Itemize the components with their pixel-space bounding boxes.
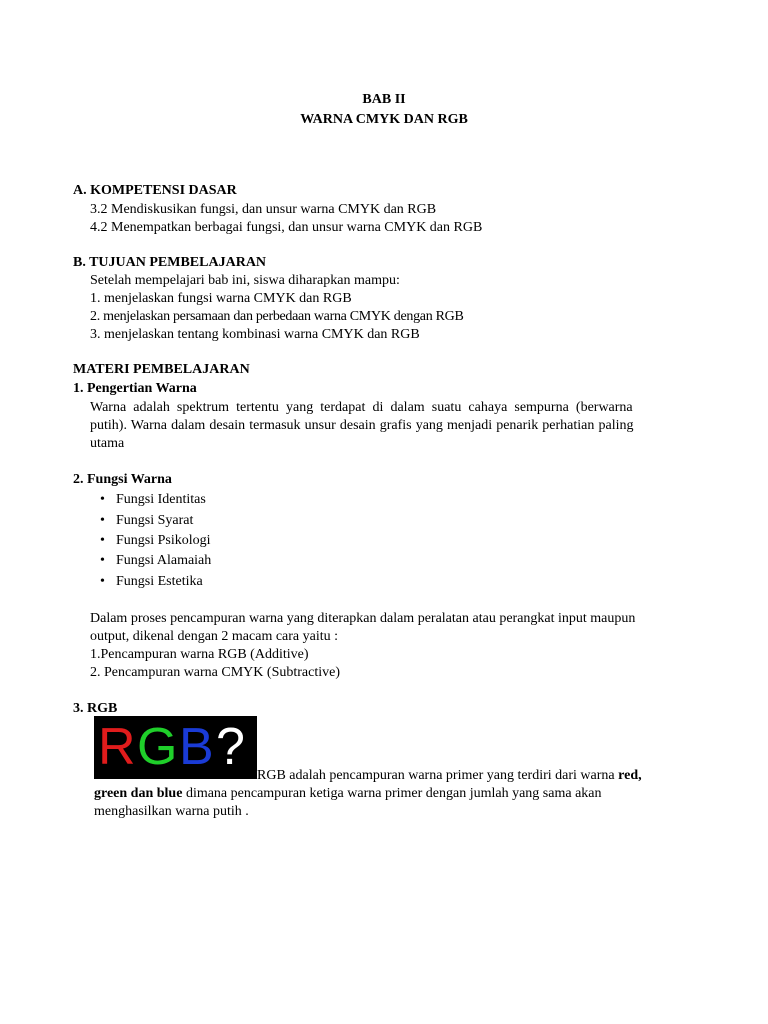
pengertian-line <box>90 399 678 417</box>
list-item <box>100 491 206 509</box>
tujuan-intro: Setelah mempelajari bab ini, siswa diharapkan mampu: <box>90 273 400 288</box>
pengertian-heading: 1. Pengertian Warna <box>73 381 197 396</box>
rgb-desc-line-3: menghasilkan warna putih . <box>94 804 249 819</box>
bullet-icon: • <box>100 492 105 507</box>
rgb-desc-bold: green dan blue <box>94 786 183 801</box>
chapter-title: WARNA CMYK DAN RGB <box>300 112 468 127</box>
section-b-heading: B. TUJUAN PEMBELAJARAN <box>73 255 267 270</box>
pengertian-text: putih). Warna dalam desain termasuk unsur desain grafis yang menjadi penarik perhatian paling <box>90 418 634 433</box>
rgb-logo-question: ? <box>216 718 245 776</box>
fungsi-paragraph-line: output, dikenal dengan 2 macam cara yaitu : <box>90 629 339 644</box>
rgb-logo-letter-g: G <box>137 718 178 776</box>
list-item-label: Fungsi Syarat <box>116 513 194 528</box>
rgb-heading: 3. RGB <box>73 701 118 716</box>
tujuan-item: 1. menjelaskan fungsi warna CMYK dan RGB <box>90 291 352 306</box>
section-a-heading: A. KOMPETENSI DASAR <box>73 183 237 198</box>
rgb-logo-letter-r: R <box>98 718 136 776</box>
bullet-icon: • <box>100 553 105 568</box>
fungsi-heading: 2. Fungsi Warna <box>73 472 172 487</box>
rgb-desc-text: dimana pencampuran ketiga warna primer dengan jumlah yang sama akan <box>182 786 602 801</box>
list-item-label: Fungsi Estetika <box>116 574 203 589</box>
fungsi-paragraph-line: Dalam proses pencampuran warna yang diterapkan dalam peralatan atau perangkat input maupun <box>90 611 636 626</box>
list-item <box>100 532 211 550</box>
list-item <box>100 552 211 570</box>
list-item <box>100 512 193 530</box>
rgb-desc-text: RGB adalah pencampuran warna primer yang terdiri dari warna <box>257 768 619 783</box>
pencampuran-item: 1.Pencampuran warna RGB (Additive) <box>90 647 309 662</box>
bullet-icon: • <box>100 574 105 589</box>
bullet-icon: • <box>100 533 105 548</box>
list-item-label: Fungsi Identitas <box>116 492 206 507</box>
rgb-desc-bold: red, <box>618 768 642 783</box>
list-item-label: Fungsi Psikologi <box>116 533 211 548</box>
kompetensi-item: 4.2 Menempatkan berbagai fungsi, dan unsur warna CMYK dan RGB <box>90 220 483 235</box>
kompetensi-item: 3.2 Mendiskusikan fungsi, dan unsur warna CMYK dan RGB <box>90 202 437 217</box>
pengertian-text: Warna adalah spektrum tertentu yang terdapat di dalam suatu cahaya sempurna (berwarna <box>90 400 633 415</box>
rgb-desc-line-1 <box>257 767 642 785</box>
pengertian-line: utama <box>90 436 125 451</box>
list-item <box>100 573 203 591</box>
pengertian-line-1 <box>90 399 678 417</box>
tujuan-item: 3. menjelaskan tentang kombinasi warna CMYK dan RGB <box>90 327 420 342</box>
rgb-logo-image <box>94 716 257 779</box>
rgb-logo-letter-b: B <box>179 718 214 776</box>
tujuan-item: 2. menjelaskan persamaan dan perbedaan warna CMYK dengan RGB <box>90 309 464 324</box>
chapter-label: BAB II <box>362 92 406 107</box>
list-item-label: Fungsi Alamaiah <box>116 553 212 568</box>
bullet-icon: • <box>100 513 105 528</box>
pencampuran-item: 2. Pencampuran warna CMYK (Subtractive) <box>90 665 340 680</box>
materi-heading: MATERI PEMBELAJARAN <box>73 362 250 377</box>
rgb-desc-line-2 <box>94 785 602 803</box>
pengertian-line <box>90 417 633 435</box>
